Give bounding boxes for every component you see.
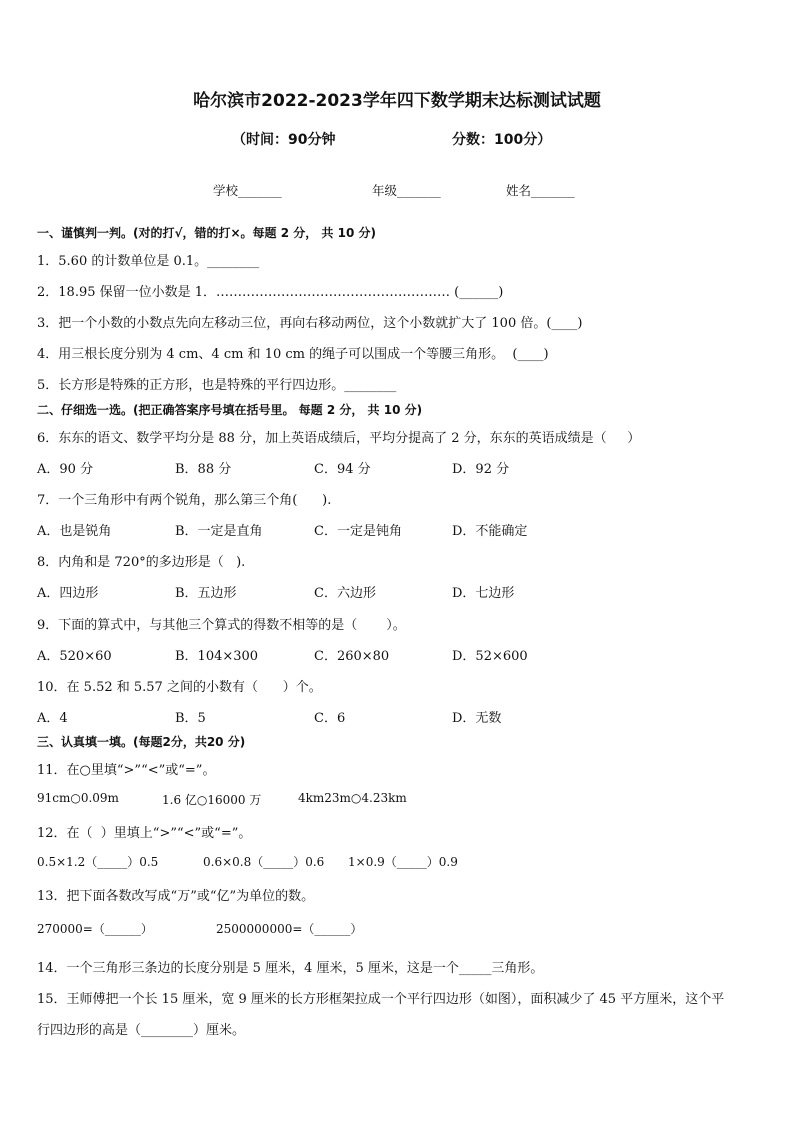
- exam-score: 分数：100分）: [452, 132, 552, 148]
- question-9-option-b: B．104×300: [175, 649, 259, 664]
- question-10-option-d: D．无数: [452, 711, 502, 726]
- section-2-heading: 二、仔细选一选。(把正确答案序号填在括号里。 每题 2 分， 共 10 分): [37, 403, 423, 417]
- question-9-option-d: D．52×600: [452, 649, 528, 664]
- question-10-option-a: A．4: [37, 711, 68, 726]
- grade-field: 年级_______: [372, 183, 441, 198]
- question-7-option-b: B．一定是直角: [175, 524, 263, 539]
- question-6-option-d: D．92 分: [452, 462, 510, 477]
- question-8-stem: 8．内角和是 720°的多边形是（ ).: [37, 555, 246, 570]
- question-12-part-2: 0.6×0.8（_____）0.6: [203, 855, 325, 869]
- question-12-part-3: 1×0.9（_____）0.9: [348, 855, 458, 869]
- school-field: 学校_______: [213, 183, 282, 198]
- question-8-option-d: D．七边形: [452, 586, 515, 601]
- question-5: 5．长方形是特殊的正方形，也是特殊的平行四边形。________: [37, 378, 397, 393]
- question-9-option-a: A．520×60: [37, 649, 112, 664]
- question-2: 2．18.95 保留一位小数是 1．……………………………………………… (______): [37, 285, 504, 300]
- name-field: 姓名_______: [506, 183, 575, 198]
- section-3-heading: 三、认真填一填。(每题2分，共20 分): [37, 735, 246, 749]
- question-6-option-a: A．90 分: [37, 462, 94, 477]
- question-7-option-a: A．也是锐角: [37, 524, 112, 539]
- question-13-part-2: 2500000000=（______）: [216, 922, 363, 936]
- question-8-option-c: C．六边形: [314, 586, 376, 601]
- question-11-part-1: 91cm○0.09m: [37, 791, 119, 805]
- question-6-stem: 6．东东的语文、数学平均分是 88 分，加上英语成绩后，平均分提高了 2 分，东东的英语成绩是（ ）: [37, 431, 641, 446]
- question-6-option-c: C．94 分: [314, 462, 371, 477]
- section-1-heading: 一、谨慎判一判。(对的打√，错的打×。每题 2 分， 共 10 分): [37, 226, 376, 240]
- question-11-part-3: 4km23m○4.23km: [298, 791, 407, 805]
- question-13-part-1: 270000=（______）: [37, 922, 153, 936]
- exam-time: （时间：90分钟: [232, 132, 336, 148]
- question-8-option-a: A．四边形: [37, 586, 99, 601]
- question-6-option-b: B．88 分: [175, 462, 232, 477]
- page-title: 哈尔滨市2022-2023学年四下数学期末达标测试试题: [193, 91, 601, 111]
- question-14: 14．一个三角形三条边的长度分别是 5 厘米，4 厘米，5 厘米，这是一个_____三角形。: [37, 961, 544, 976]
- question-8-option-b: B．五边形: [175, 586, 237, 601]
- question-15-line-2: 行四边形的高是（________）厘米。: [37, 1023, 246, 1038]
- question-9-stem: 9．下面的算式中，与其他三个算式的得数不相等的是（ ）。: [37, 618, 406, 633]
- question-10-option-b: B．5: [175, 711, 206, 726]
- question-11-part-2: 1.6 亿○16000 万: [162, 793, 262, 807]
- question-15-line-1: 15．王师傅把一个长 15 厘米，宽 9 厘米的长方形框架拉成一个平行四边形（如图），面积减少了 45 平方厘米，这个平: [37, 992, 725, 1007]
- question-12-stem: 12．在（ ）里填上“>”“<”或“=”。: [37, 826, 252, 841]
- question-7-option-c: C．一定是钝角: [314, 524, 402, 539]
- question-7-stem: 7．一个三角形中有两个锐角，那么第三个角( ).: [37, 493, 332, 508]
- question-3: 3．把一个小数的小数点先向左移动三位，再向右移动两位，这个小数就扩大了 100 倍。(____): [37, 316, 583, 331]
- question-12-part-1: 0.5×1.2（_____）0.5: [37, 855, 159, 869]
- question-7-option-d: D．不能确定: [452, 524, 528, 539]
- question-1: 1．5.60 的计数单位是 0.1。________: [37, 254, 260, 269]
- question-10-option-c: C．6: [314, 711, 346, 726]
- question-9-option-c: C．260×80: [314, 649, 390, 664]
- question-4: 4．用三根长度分别为 4 cm、4 cm 和 10 cm 的绳子可以围成一个等腰三角形。 (____): [37, 347, 549, 362]
- question-11-stem: 11．在○里填“>”“<”或“=”。: [37, 763, 216, 778]
- question-13-stem: 13．把下面各数改写成“万”或“亿”为单位的数。: [37, 889, 315, 904]
- question-10-stem: 10．在 5.52 和 5.57 之间的小数有（ ）个。: [37, 680, 322, 695]
